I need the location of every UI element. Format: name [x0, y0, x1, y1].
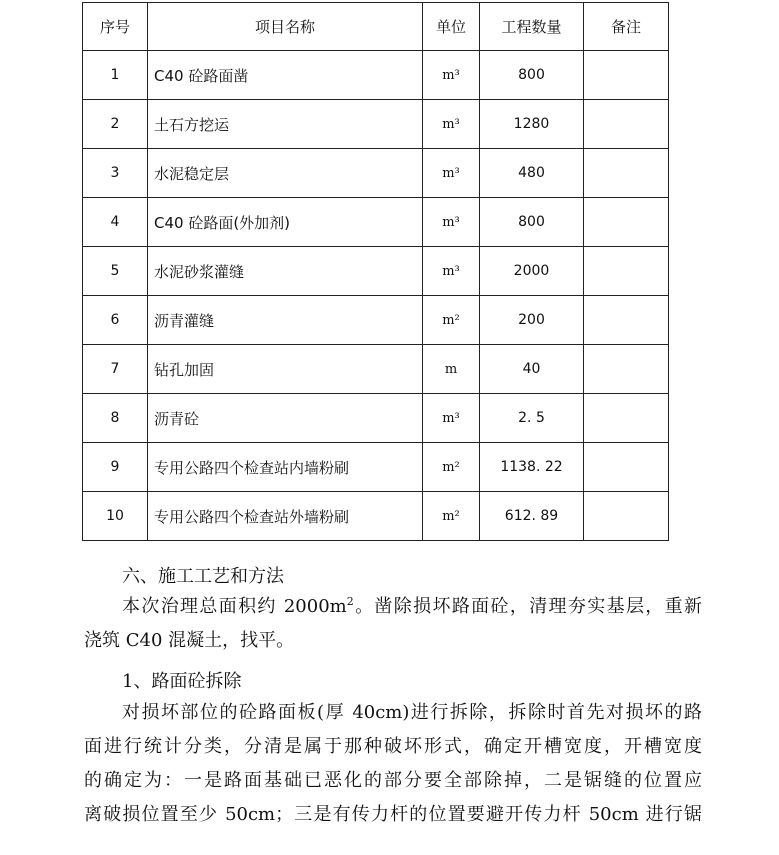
cell-unit: m³: [423, 198, 480, 247]
header-remarks: 备注: [584, 3, 669, 51]
paragraph-line: 浇筑 C40 混凝土，找平。: [84, 630, 295, 651]
cell-unit: m: [423, 345, 480, 394]
cell-seq: 9: [83, 443, 148, 492]
table-row: [83, 394, 669, 443]
cell-quantity: 200: [480, 296, 584, 345]
table-row: [83, 149, 669, 198]
cell-item-name: 水泥砂浆灌缝: [148, 247, 423, 296]
cell-quantity: 1138. 22: [480, 443, 584, 492]
cell-quantity: 800: [480, 198, 584, 247]
cell-item-name: 专用公路四个检查站内墙粉刷: [148, 443, 423, 492]
cell-unit: m³: [423, 100, 480, 149]
table-row: [83, 100, 669, 149]
paragraph-line: 离破损位置至少 50cm；三是有传力杆的位置要避开传力杆 50cm 进行锯: [84, 804, 702, 825]
cell-remarks: [584, 51, 669, 100]
cell-item-name: 水泥稳定层: [148, 149, 423, 198]
cell-remarks: [584, 100, 669, 149]
cell-item-name: 沥青砼: [148, 394, 423, 443]
section-heading: 六、施工工艺和方法: [122, 566, 284, 587]
cell-quantity: 612. 89: [480, 492, 584, 541]
cell-remarks: [584, 443, 669, 492]
cell-unit: m²: [423, 296, 480, 345]
paragraph-line: 面进行统计分类，分清是属于那种破坏形式，确定开槽宽度，开槽宽度: [84, 736, 702, 757]
table-header-row: [83, 3, 669, 51]
cell-remarks: [584, 198, 669, 247]
cell-quantity: 40: [480, 345, 584, 394]
header-seq: 序号: [83, 3, 148, 51]
cell-quantity: 1280: [480, 100, 584, 149]
cell-unit: m³: [423, 247, 480, 296]
cell-remarks: [584, 149, 669, 198]
table-row: [83, 198, 669, 247]
cell-item-name: 沥青灌缝: [148, 296, 423, 345]
cell-quantity: 2000: [480, 247, 584, 296]
quantity-table-body: [83, 3, 669, 541]
cell-seq: 7: [83, 345, 148, 394]
cell-unit: m²: [423, 443, 480, 492]
cell-item-name: C40 砼路面凿: [148, 51, 423, 100]
cell-remarks: [584, 296, 669, 345]
cell-item-name: 土石方挖运: [148, 100, 423, 149]
table-row: [83, 247, 669, 296]
cell-remarks: [584, 247, 669, 296]
cell-unit: m³: [423, 394, 480, 443]
table-row: [83, 51, 669, 100]
cell-seq: 2: [83, 100, 148, 149]
cell-seq: 3: [83, 149, 148, 198]
cell-seq: 4: [83, 198, 148, 247]
subsection-heading: 1、路面砼拆除: [122, 671, 242, 692]
cell-unit: m²: [423, 492, 480, 541]
cell-seq: 8: [83, 394, 148, 443]
cell-item-name: 钻孔加固: [148, 345, 423, 394]
table-row: [83, 443, 669, 492]
quantity-table: [82, 2, 669, 541]
cell-unit: m³: [423, 149, 480, 198]
cell-quantity: 2. 5: [480, 394, 584, 443]
cell-remarks: [584, 394, 669, 443]
cell-seq: 1: [83, 51, 148, 100]
cell-seq: 6: [83, 296, 148, 345]
paragraph-line: 的确定为：一是路面基础已恶化的部分要全部除掉，二是锯缝的位置应: [84, 770, 702, 791]
header-unit: 单位: [423, 3, 480, 51]
cell-item-name: 专用公路四个检查站外墙粉刷: [148, 492, 423, 541]
cell-quantity: 800: [480, 51, 584, 100]
header-item-name: 项目名称: [148, 3, 423, 51]
table-row: [83, 492, 669, 541]
paragraph-line: 本次治理总面积约 $2000m^2$。凿除损坏路面砼，清理夯实基层，重新: [122, 595, 702, 617]
cell-unit: m³: [423, 51, 480, 100]
section-paragraph: [84, 590, 702, 658]
cell-seq: 10: [83, 492, 148, 541]
cell-seq: 5: [83, 247, 148, 296]
subsection-paragraph: [84, 696, 702, 832]
header-quantity: 工程数量: [480, 3, 584, 51]
table-row: [83, 296, 669, 345]
cell-item-name: C40 砼路面(外加剂): [148, 198, 423, 247]
cell-quantity: 480: [480, 149, 584, 198]
cell-remarks: [584, 345, 669, 394]
paragraph-line: 对损坏部位的砼路面板(厚 40cm)进行拆除，拆除时首先对损坏的路: [122, 702, 702, 723]
table-row: [83, 345, 669, 394]
cell-remarks: [584, 492, 669, 541]
